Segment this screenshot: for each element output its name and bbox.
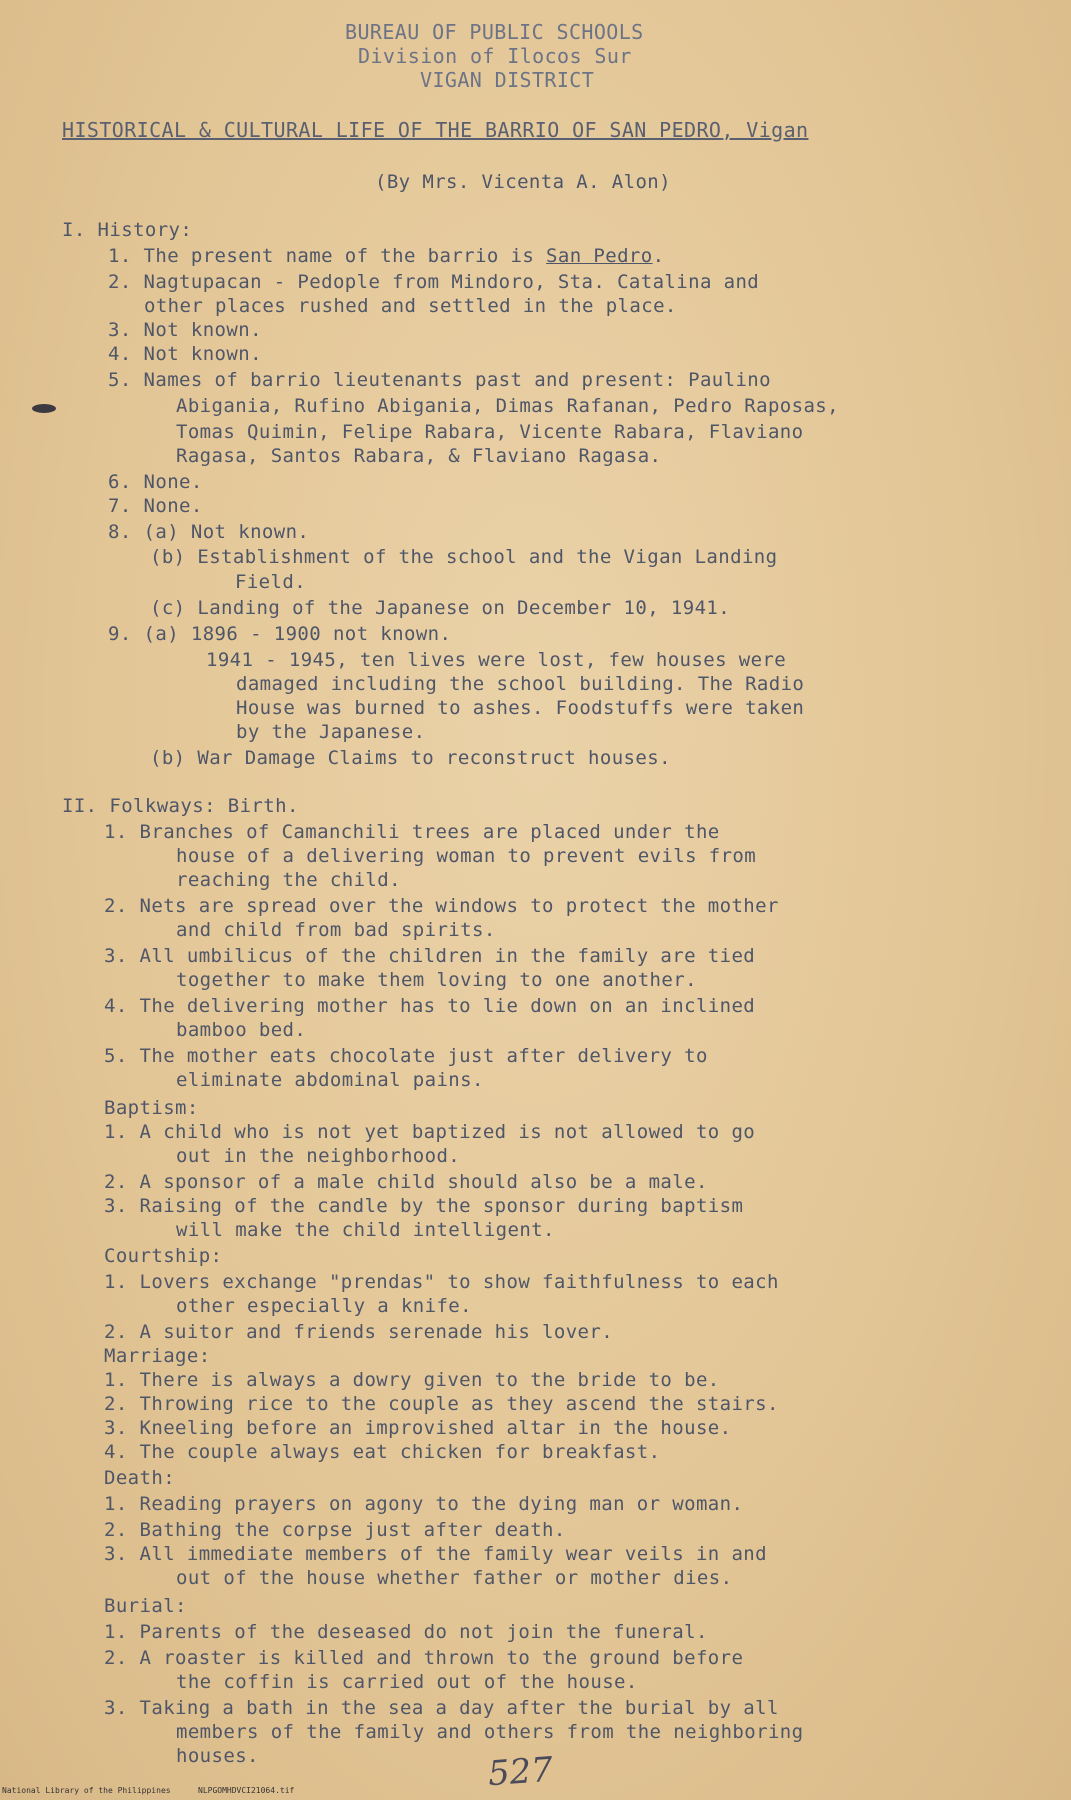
marriage-heading: Marriage: bbox=[104, 1345, 211, 1367]
baptism-line-2: out in the neighborhood. bbox=[176, 1145, 461, 1167]
burial-line-6: houses. bbox=[176, 1745, 259, 1767]
history-item-5-b: Abigania, Rufino Abigania, Dimas Rafanan, Pedro Raposas, bbox=[176, 395, 839, 417]
history-item-2-a: 2. Nagtupacan - Pedople from Mindoro, Sta. Catalina and bbox=[108, 271, 760, 293]
history-item-1 bbox=[108, 244, 664, 268]
death-line-4: out of the house whether father or mother dies. bbox=[176, 1567, 733, 1589]
history-item-9-b4: by the Japanese. bbox=[236, 721, 426, 743]
burial-line-1: 1. Parents of the deseased do not join the funeral. bbox=[104, 1621, 708, 1643]
history-item-9-b2: damaged including the school building. The Radio bbox=[236, 673, 805, 695]
burial-line-5: members of the family and others from the neighboring bbox=[176, 1721, 804, 1743]
barrio-name: San Pedro bbox=[546, 245, 653, 267]
marriage-line-4: 4. The couple always eat chicken for breakfast. bbox=[104, 1441, 661, 1463]
history-item-9-a: 9. (a) 1896 - 1900 not known. bbox=[108, 623, 452, 645]
baptism-heading: Baptism: bbox=[104, 1097, 199, 1119]
burial-line-2: 2. A roaster is killed and thrown to the ground before bbox=[104, 1647, 744, 1669]
death-line-3: 3. All immediate members of the family wear veils in and bbox=[104, 1543, 767, 1565]
history-item-8-b2: Field. bbox=[235, 571, 307, 593]
footer-file: NLPGOMHDVCI21064.tif bbox=[198, 1786, 295, 1795]
courtship-line-2: other especially a knife. bbox=[176, 1295, 472, 1317]
history-item-8-c: (c) Landing of the Japanese on December 10, 1941. bbox=[150, 597, 731, 619]
history-item-5-a: 5. Names of barrio lieutenants past and present: Paulino bbox=[108, 369, 771, 391]
birth-line-7: together to make them loving to one another. bbox=[176, 969, 697, 991]
birth-line-3: reaching the child. bbox=[176, 869, 401, 891]
document-title bbox=[62, 118, 808, 142]
bureau-heading: BUREAU OF PUBLIC SCHOOLS bbox=[345, 20, 644, 44]
district-heading: VIGAN DISTRICT bbox=[420, 68, 595, 92]
history-item-9-b3: House was burned to ashes. Foodstuffs were taken bbox=[236, 697, 805, 719]
title-main: HISTORICAL & CULTURAL LIFE OF THE BARRIO OF SAN PEDRO bbox=[62, 118, 722, 142]
author-line: (By Mrs. Vicenta A. Alon) bbox=[375, 171, 671, 193]
folkways-heading: II. Folkways: Birth. bbox=[62, 795, 299, 817]
birth-line-6: 3. All umbilicus of the children in the family are tied bbox=[104, 945, 756, 967]
baptism-line-5: will make the child intelligent. bbox=[176, 1219, 555, 1241]
history-item-8-a: 8. (a) Not known. bbox=[108, 521, 310, 543]
courtship-line-1: 1. Lovers exchange "prendas" to show faithfulness to each bbox=[104, 1271, 779, 1293]
history-item-7: 7. None. bbox=[108, 495, 203, 517]
history-item-6: 6. None. bbox=[108, 471, 203, 493]
history-item-9-b1: 1941 - 1945, ten lives were lost, few houses were bbox=[206, 649, 787, 671]
baptism-line-4: 3. Raising of the candle by the sponsor during baptism bbox=[104, 1195, 744, 1217]
birth-line-5: and child from bad spirits. bbox=[176, 919, 496, 941]
birth-line-9: bamboo bed. bbox=[176, 1019, 307, 1041]
ink-blot bbox=[32, 404, 56, 413]
marriage-line-2: 2. Throwing rice to the couple as they ascend the stairs. bbox=[104, 1393, 779, 1415]
marriage-line-3: 3. Kneeling before an improvished altar in the house. bbox=[104, 1417, 732, 1439]
marriage-line-1: 1. There is always a dowry given to the bride to be. bbox=[104, 1369, 720, 1391]
history-item-9-c: (b) War Damage Claims to reconstruct houses. bbox=[150, 747, 671, 769]
history-item-1-suffix: . bbox=[652, 245, 665, 267]
death-heading: Death: bbox=[104, 1467, 176, 1489]
history-item-5-c: Tomas Quimin, Felipe Rabara, Vicente Rabara, Flaviano bbox=[176, 421, 804, 443]
birth-line-1: 1. Branches of Camanchili trees are placed under the bbox=[104, 821, 720, 843]
birth-line-11: eliminate abdominal pains. bbox=[176, 1069, 484, 1091]
burial-line-4: 3. Taking a bath in the sea a day after the burial by all bbox=[104, 1697, 779, 1719]
death-line-2: 2. Bathing the corpse just after death. bbox=[104, 1519, 566, 1541]
history-item-5-d: Ragasa, Santos Rabara, & Flaviano Ragasa. bbox=[176, 445, 662, 467]
history-item-8-b1: (b) Establishment of the school and the Vigan Landing bbox=[150, 546, 778, 568]
handwritten-page-number: 527 bbox=[486, 1749, 555, 1795]
courtship-heading: Courtship: bbox=[104, 1245, 223, 1267]
birth-line-4: 2. Nets are spread over the windows to protect the mother bbox=[104, 895, 779, 917]
history-item-2-b: other places rushed and settled in the place. bbox=[144, 295, 677, 317]
division-heading: Division of Ilocos Sur bbox=[358, 44, 632, 68]
history-item-4: 4. Not known. bbox=[108, 343, 262, 365]
courtship-line-3: 2. A suitor and friends serenade his lover. bbox=[104, 1321, 614, 1343]
death-line-1: 1. Reading prayers on agony to the dying man or woman. bbox=[104, 1493, 744, 1515]
baptism-line-1: 1. A child who is not yet baptized is not allowed to go bbox=[104, 1121, 756, 1143]
birth-line-2: house of a delivering woman to prevent evils from bbox=[176, 845, 757, 867]
history-heading: I. History: bbox=[62, 219, 193, 241]
birth-line-8: 4. The delivering mother has to lie down on an inclined bbox=[104, 995, 756, 1017]
history-item-1-prefix: 1. The present name of the barrio is bbox=[108, 245, 547, 267]
footer-library: National Library of the Philippines bbox=[2, 1786, 171, 1795]
burial-heading: Burial: bbox=[104, 1595, 187, 1617]
baptism-line-3: 2. A sponsor of a male child should also be a male. bbox=[104, 1171, 708, 1193]
history-item-3: 3. Not known. bbox=[108, 319, 262, 341]
burial-line-3: the coffin is carried out of the house. bbox=[176, 1671, 638, 1693]
title-place: , Vigan bbox=[721, 118, 809, 142]
birth-line-10: 5. The mother eats chocolate just after delivery to bbox=[104, 1045, 708, 1067]
